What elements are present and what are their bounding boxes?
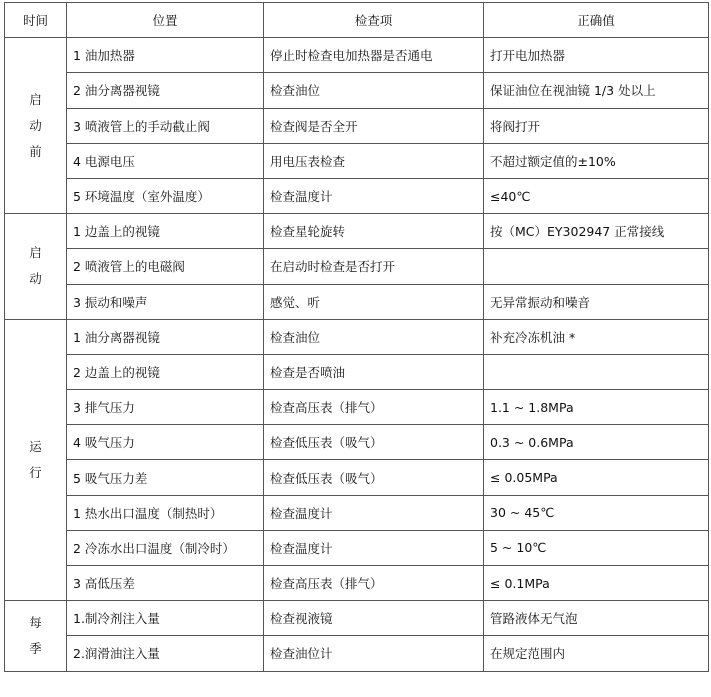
correct-value-cell: ≤ 0.1MPa (484, 566, 709, 601)
position-cell: 5 吸气压力差 (67, 460, 264, 495)
table-row (5, 390, 709, 425)
check-item-cell: 用电压表检查 (264, 143, 484, 178)
check-item-cell: 检查油位计 (264, 636, 484, 671)
check-item-cell: 检查温度计 (264, 495, 484, 530)
correct-value-cell: 不超过额定值的±10% (484, 143, 709, 178)
table-row (5, 38, 709, 73)
time-group-char: 动 (29, 271, 42, 287)
check-item-cell: 在启动时检查是否打开 (264, 249, 484, 284)
table-row (5, 636, 709, 671)
time-group-char: 季 (29, 640, 42, 656)
correct-value-cell: 在规定范围内 (484, 636, 709, 671)
check-item-cell: 检查低压表（吸气） (264, 425, 484, 460)
correct-value-cell: 补充冷冻机油 * (484, 319, 709, 354)
time-group-char: 启 (29, 245, 42, 261)
position-cell: 1 边盖上的视镜 (67, 214, 264, 249)
position-cell: 5 环境温度（室外温度） (67, 178, 264, 213)
table-row (5, 601, 709, 636)
check-item-cell: 检查是否喷油 (264, 354, 484, 389)
correct-value-cell: 30 ~ 45℃ (484, 495, 709, 530)
header-check: 检查项 (264, 3, 484, 38)
check-item-cell: 检查高压表（排气） (264, 566, 484, 601)
check-item-cell: 感觉、听 (264, 284, 484, 319)
position-cell: 2.润滑油注入量 (67, 636, 264, 671)
position-cell: 3 高低压差 (67, 566, 264, 601)
check-item-cell: 检查星轮旋转 (264, 214, 484, 249)
table-row (5, 178, 709, 213)
header-position: 位置 (67, 3, 264, 38)
check-item-cell: 检查温度计 (264, 178, 484, 213)
position-cell: 1 热水出口温度（制热时） (67, 495, 264, 530)
check-item-cell: 检查高压表（排气） (264, 390, 484, 425)
position-cell: 3 排气压力 (67, 390, 264, 425)
correct-value-cell: ≤ 0.05MPa (484, 460, 709, 495)
correct-value-cell: ≤40℃ (484, 178, 709, 213)
check-item-cell: 检查油位 (264, 73, 484, 108)
position-cell: 4 电源电压 (67, 143, 264, 178)
correct-value-cell: 将阀打开 (484, 108, 709, 143)
table-row (5, 530, 709, 565)
correct-value-cell: 管路液体无气泡 (484, 601, 709, 636)
time-group-cell (5, 319, 67, 601)
position-cell: 3 喷液管上的手动截止阀 (67, 108, 264, 143)
position-cell: 4 吸气压力 (67, 425, 264, 460)
position-cell: 2 喷液管上的电磁阀 (67, 249, 264, 284)
header-row (5, 3, 709, 38)
table-row (5, 425, 709, 460)
table-row (5, 73, 709, 108)
time-group-cell (5, 38, 67, 214)
time-group-char: 前 (29, 143, 42, 159)
table-row (5, 319, 709, 354)
table-row (5, 566, 709, 601)
time-group-char: 行 (29, 464, 42, 480)
table-body (5, 38, 709, 671)
header-time: 时间 (5, 3, 67, 38)
correct-value-cell: 无异常振动和噪音 (484, 284, 709, 319)
check-item-cell: 检查油位 (264, 319, 484, 354)
position-cell: 2 冷冻水出口温度（制冷时） (67, 530, 264, 565)
correct-value-cell: 0.3 ~ 0.6MPa (484, 425, 709, 460)
table-row (5, 214, 709, 249)
position-cell: 3 振动和噪声 (67, 284, 264, 319)
position-cell: 1 油加热器 (67, 38, 264, 73)
table-row (5, 284, 709, 319)
correct-value-cell: 按（MC）EY302947 正常接线 (484, 214, 709, 249)
time-group-char: 启 (29, 91, 42, 107)
check-item-cell: 停止时检查电加热器是否通电 (264, 38, 484, 73)
correct-value-cell: 保证油位在视油镜 1/3 处以上 (484, 73, 709, 108)
correct-value-cell: 打开电加热器 (484, 38, 709, 73)
position-cell: 1.制冷剂注入量 (67, 601, 264, 636)
table-row (5, 108, 709, 143)
position-cell: 2 边盖上的视镜 (67, 354, 264, 389)
position-cell: 2 油分离器视镜 (67, 73, 264, 108)
table-row (5, 460, 709, 495)
table-row (5, 143, 709, 178)
position-cell: 1 油分离器视镜 (67, 319, 264, 354)
time-group-cell (5, 214, 67, 320)
check-item-cell: 检查视液镜 (264, 601, 484, 636)
time-group-cell (5, 601, 67, 671)
check-item-cell: 检查温度计 (264, 530, 484, 565)
correct-value-cell (484, 354, 709, 389)
time-group-char: 动 (29, 117, 42, 133)
time-group-char: 运 (29, 438, 42, 454)
check-item-cell: 检查低压表（吸气） (264, 460, 484, 495)
correct-value-cell: 5 ~ 10℃ (484, 530, 709, 565)
correct-value-cell (484, 249, 709, 284)
correct-value-cell: 1.1 ~ 1.8MPa (484, 390, 709, 425)
time-group-char: 每 (29, 614, 42, 630)
table-row (5, 495, 709, 530)
inspection-table (4, 2, 709, 672)
header-correct-value: 正确值 (484, 3, 709, 38)
check-item-cell: 检查阀是否全开 (264, 108, 484, 143)
table-row (5, 249, 709, 284)
table-row (5, 354, 709, 389)
